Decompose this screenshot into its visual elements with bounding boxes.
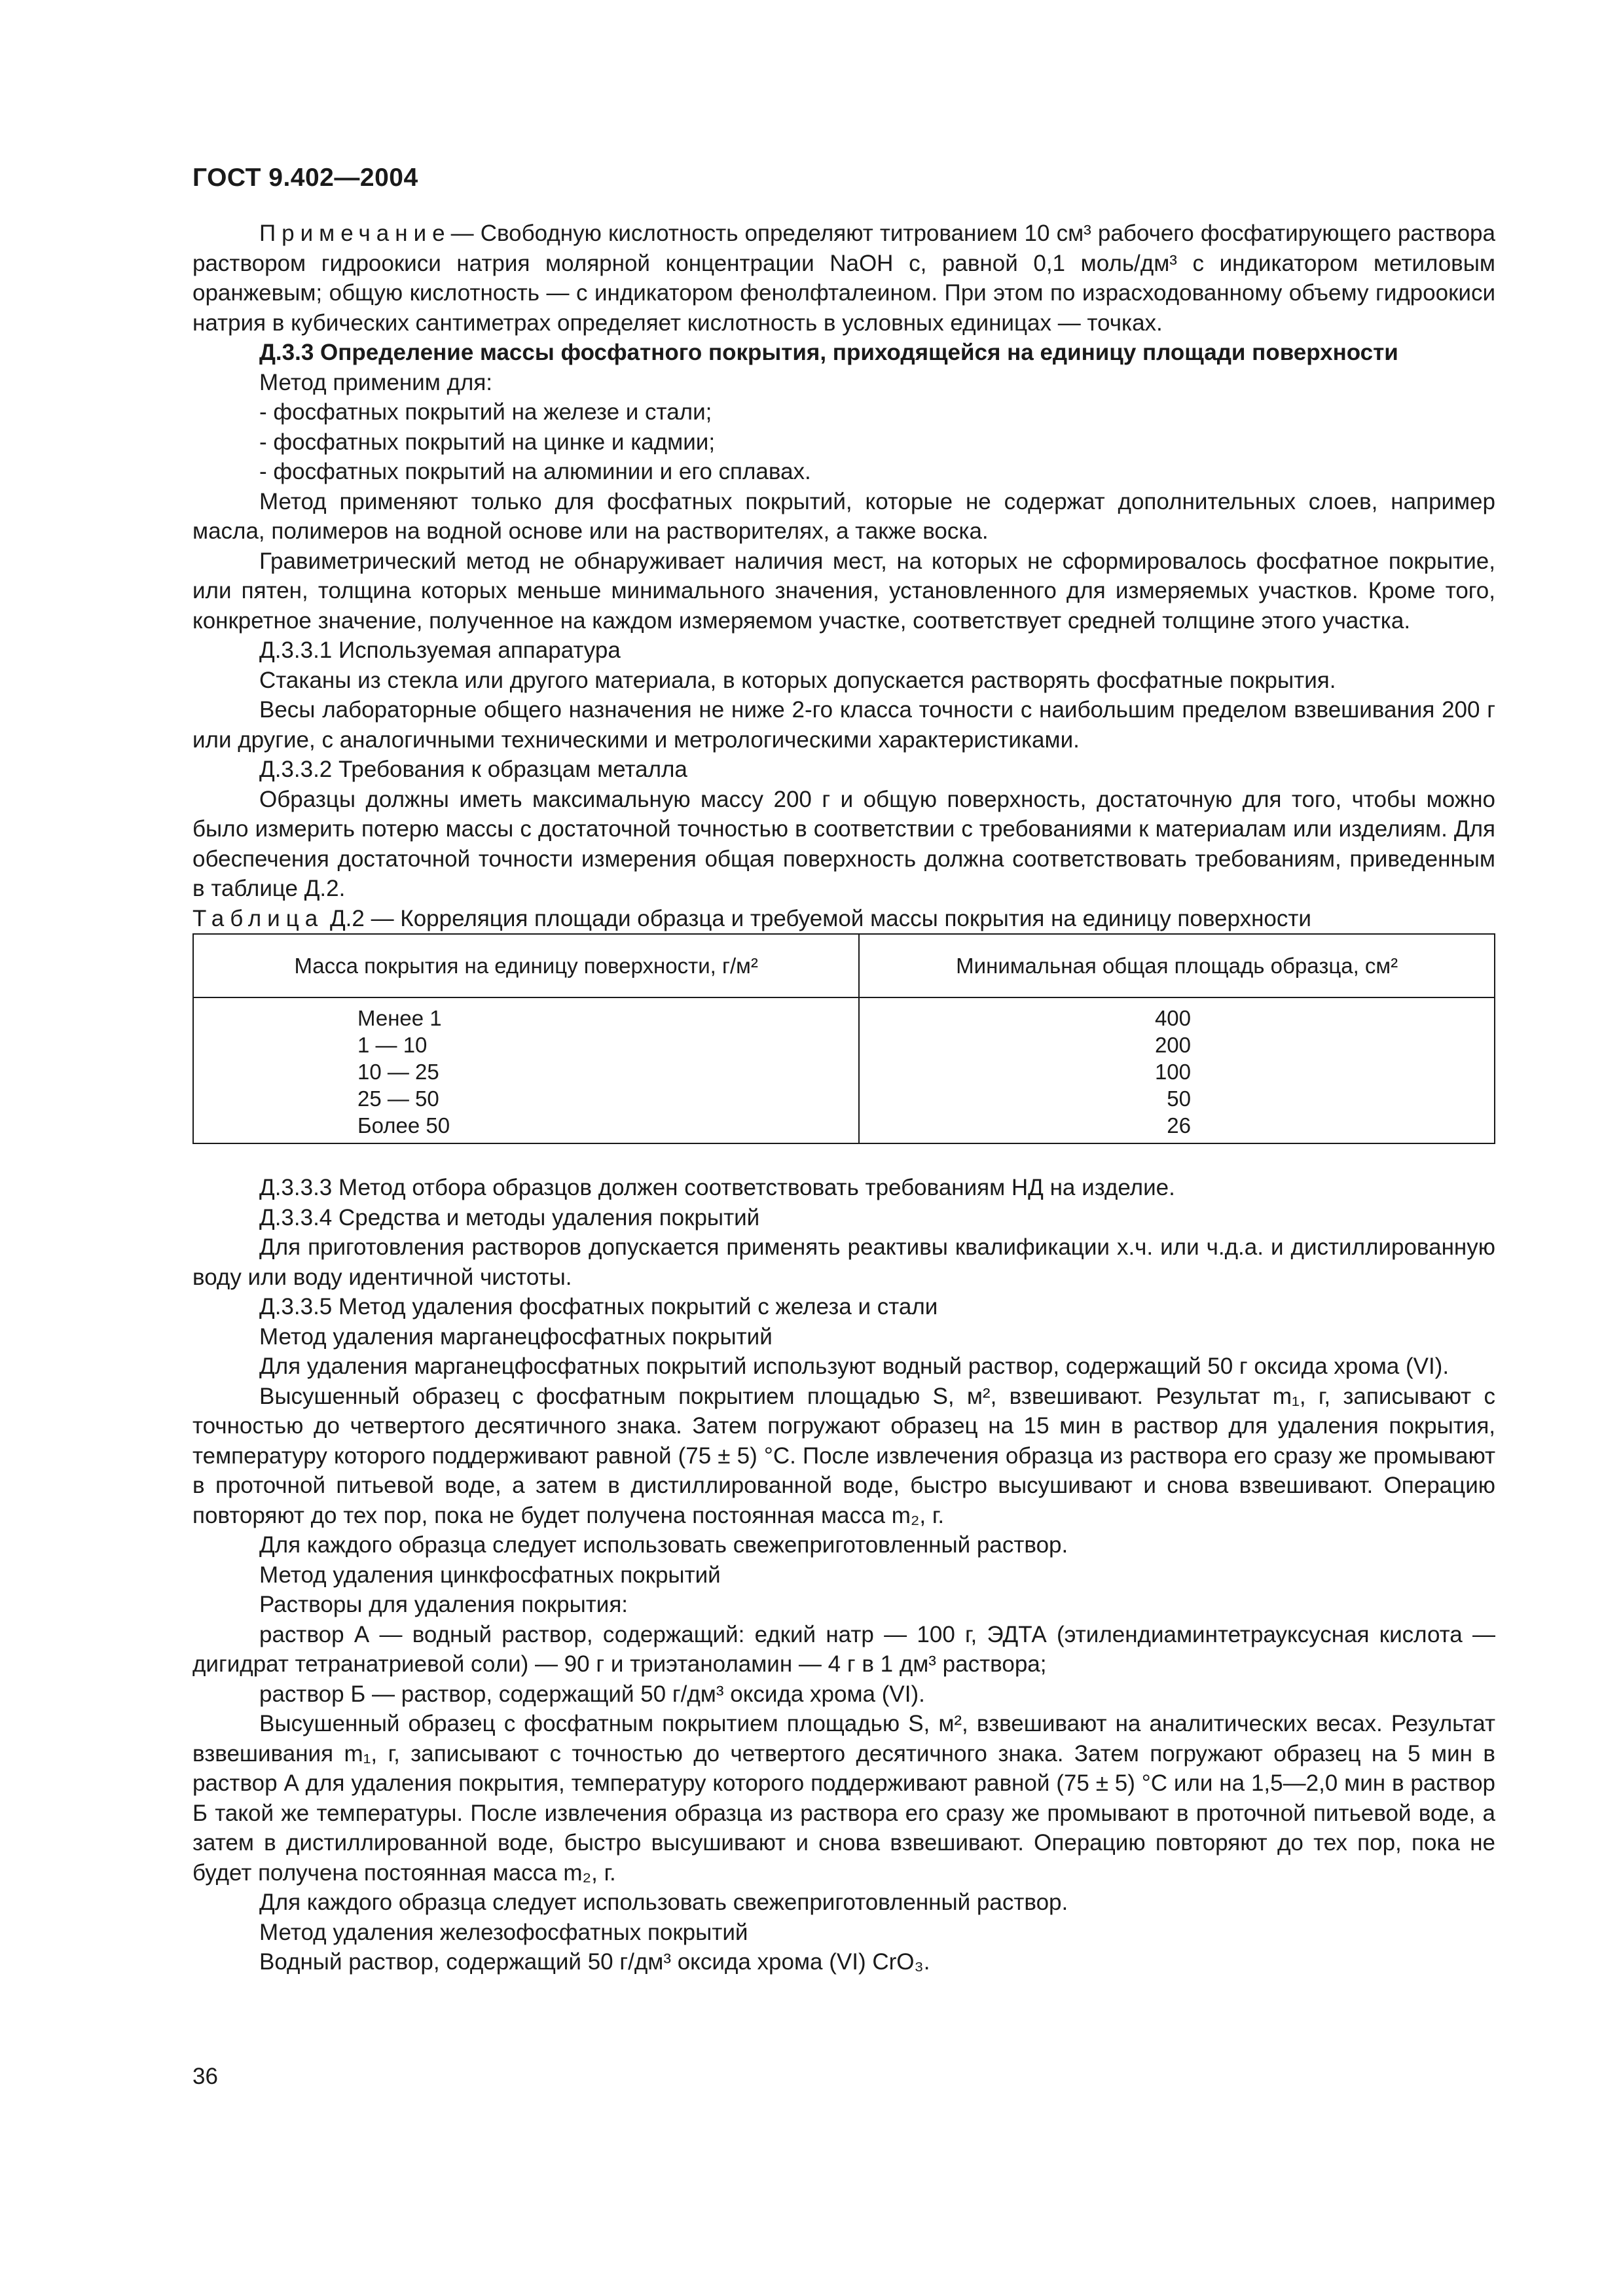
list-item: - фосфатных покрытий на железе и стали; xyxy=(259,399,712,425)
paragraph: Водный раствор, содержащий 50 г/дм³ оксида хрома (VI) CrO₃. xyxy=(259,1949,930,1975)
list-item: - фосфатных покрытий на цинке и кадмии; xyxy=(259,429,716,455)
paragraph: Для приготовления растворов допускается применять реактивы квалификации х.ч. или ч.д.а. и дистиллированную воду или воду идентичной чистоты. xyxy=(192,1234,1495,1290)
table-cell: 100 xyxy=(859,1058,1495,1085)
paragraph: Образцы должны иметь максимальную массу 200 г и общую поверхность, достаточную для того, чтобы можно было измерить потерю массы с достаточной точностью в соответствии с требованиями к материалам или изделиям. Для обеспечения достаточной точности измерения общая поверхность должна соответствовать требованиям, приведенным в таблице Д.2. xyxy=(192,786,1495,901)
paragraph: Стаканы из стекла или другого материала, в которых допускается растворять фосфатные покрытия. xyxy=(259,667,1336,693)
table-row xyxy=(193,1058,1495,1085)
data-table xyxy=(192,933,1495,1144)
table-cell: 1 — 10 xyxy=(193,1031,859,1058)
table-cell: 200 xyxy=(859,1031,1495,1058)
method-title: Метод удаления цинкфосфатных покрытий xyxy=(259,1562,721,1588)
paragraph: Весы лабораторные общего назначения не ниже 2-го класса точности с наибольшим пределом взвешивания 200 г или другие, с аналогичными техническими и метрологическими характеристиками. xyxy=(192,697,1495,753)
table-caption-label: Таблица xyxy=(192,905,324,931)
paragraph: Гравиметрический метод не обнаруживает наличия мест, на которых не сформировалось фосфатное покрытие, или пятен, толщина которых меньше минимального значения, установленного для измеряемых участков. Кроме того, конкретное значение, полученное на каждом измеряемом участке, соответствует средней толщине этого участка. xyxy=(192,548,1495,634)
method-title: Метод удаления железофосфатных покрытий xyxy=(259,1919,748,1945)
subsection-title: Д.3.3.3 Метод отбора образцов должен соответствовать требованиям НД на изделие. xyxy=(259,1175,1175,1200)
note-paragraph xyxy=(192,219,1495,338)
table-cell: Менее 1 xyxy=(193,997,859,1031)
table-cell: 25 — 50 xyxy=(193,1085,859,1112)
paragraph: Метод применим для: xyxy=(259,369,493,395)
paragraph: Метод применяют только для фосфатных покрытий, которые не содержат дополнительных слоев, например масла, полимеров на водной основе или на растворителях, а также воска. xyxy=(192,488,1495,544)
table-cell: 10 — 25 xyxy=(193,1058,859,1085)
paragraph: Для каждого образца следует использовать свежеприготовленный раствор. xyxy=(259,1890,1068,1915)
subsection-title: Д.3.3.1 Используемая аппаратура xyxy=(259,637,621,663)
table-row xyxy=(193,1031,1495,1058)
document-body xyxy=(192,219,1495,1977)
table-caption xyxy=(192,904,1495,934)
page-number: 36 xyxy=(192,2064,218,2089)
table-cell: 50 xyxy=(859,1085,1495,1112)
table-cell: Более 50 xyxy=(193,1112,859,1143)
note-text: — Свободную кислотность определяют титрованием 10 см³ рабочего фосфатирующего раствора раствором гидроокиси натрия молярной концентрации NaOH c, равной 0,1 моль/дм³ с индикатором метиловым оранжевым; общую кислотность — с индикатором фенолфталеином. При этом по израсходованному объему гидроокиси натрия в кубических сантиметрах определяет кислотность в условных единицах — точках. xyxy=(192,221,1495,336)
column-header: Минимальная общая площадь образца, см² xyxy=(859,934,1495,997)
subsection-title: Д.3.3.4 Средства и методы удаления покрытий xyxy=(259,1204,760,1230)
list-item: - фосфатных покрытий на алюминии и его сплавах. xyxy=(259,459,811,484)
table-row xyxy=(193,997,1495,1031)
paragraph: Для каждого образца следует использовать свежеприготовленный раствор. xyxy=(259,1532,1068,1558)
paragraph: Высушенный образец с фосфатным покрытием площадью S, м², взвешивают. Результат m₁, г, записывают с точностью до четвертого десятичного знака. Затем погружают образец на 15 мин в раствор для удаления покрытия, температуру которого поддерживают равной (75 ± 5) °С. После извлечения образца из раствора его сразу же промывают в проточной питьевой воде, а затем в дистиллированной воде, быстро высушивают и снова взвешивают. Операцию повторяют до тех пор, пока не будет получена постоянная масса m₂, г. xyxy=(192,1383,1495,1528)
note-label: Примечание xyxy=(259,221,451,246)
paragraph: Высушенный образец с фосфатным покрытием площадью S, м², взвешивают на аналитических весах. Результат взвешивания m₁, г, записывают с точностью до четвертого десятичного знака. Затем погружают образец на 5 мин в раствор А для удаления покрытия, температуру которого поддерживают равной (75 ± 5) °С или на 1,5—2,0 мин в раствор Б такой же температуры. После извлечения образца из раствора его сразу же промывают в проточной питьевой воде, а затем в дистиллированной воде, быстро высушивают и снова взвешивают. Операцию повторяют до тех пор, пока не будет получена постоянная масса m₂, г. xyxy=(192,1711,1495,1886)
paragraph: Растворы для удаления покрытия: xyxy=(259,1592,628,1617)
subsection-title: Д.3.3.5 Метод удаления фосфатных покрытий с железа и стали xyxy=(259,1294,938,1319)
table-cell: 26 xyxy=(859,1112,1495,1143)
document-header: ГОСТ 9.402—2004 xyxy=(192,164,418,192)
table-cell: 400 xyxy=(859,997,1495,1031)
table-row xyxy=(193,1112,1495,1143)
column-header: Масса покрытия на единицу поверхности, г/м² xyxy=(193,934,859,997)
table-caption-text: Д.2 — Корреляция площади образца и требуемой массы покрытия на единицу поверхности xyxy=(329,905,1311,931)
section-title: Д.3.3 Определение массы фосфатного покрытия, приходящейся на единицу площади поверхности xyxy=(259,340,1398,365)
table-row xyxy=(193,1085,1495,1112)
subsection-title: Д.3.3.2 Требования к образцам металла xyxy=(259,757,687,782)
method-title: Метод удаления марганецфосфатных покрытий xyxy=(259,1323,773,1350)
paragraph: раствор А — водный раствор, содержащий: едкий натр — 100 г, ЭДТА (этилендиаминтетрауксусная кислота — дигидрат тетранатриевой соли) — 90 г и триэтаноламин — 4 г в 1 дм³ раствора; xyxy=(192,1621,1495,1677)
paragraph: раствор Б — раствор, содержащий 50 г/дм³ оксида хрома (VI). xyxy=(259,1681,925,1707)
paragraph: Для удаления марганецфосфатных покрытий используют водный раствор, содержащий 50 г оксида хрома (VI). xyxy=(259,1354,1450,1379)
